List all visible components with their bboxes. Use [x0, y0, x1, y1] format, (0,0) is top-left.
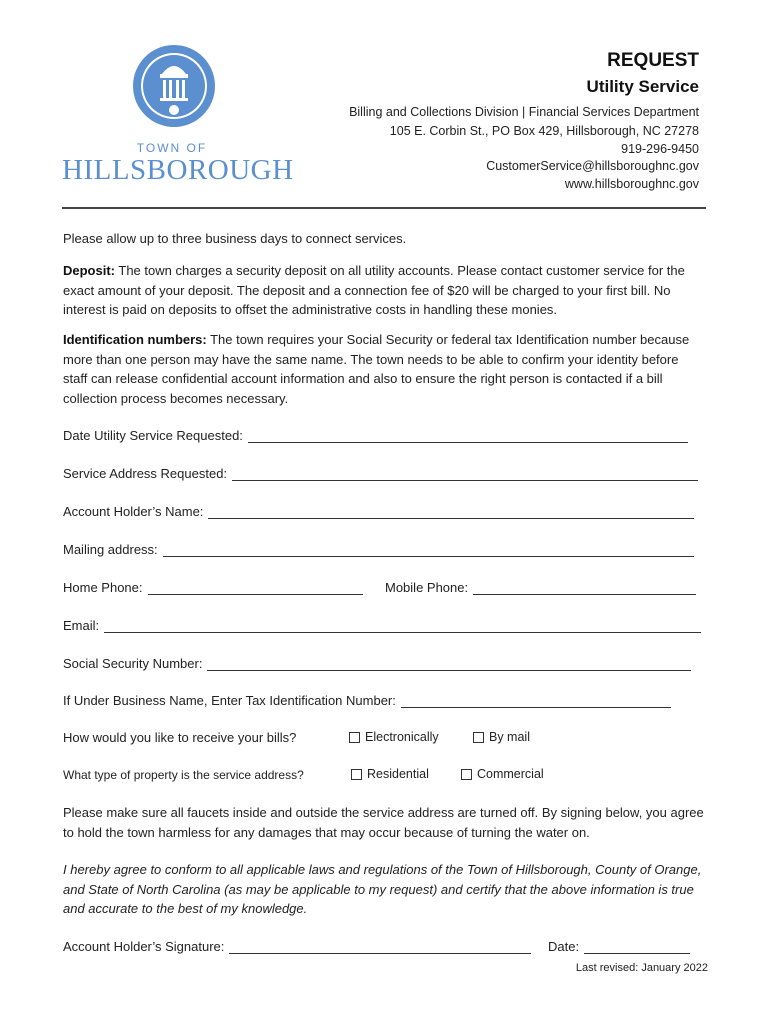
deposit-label: Deposit: [63, 263, 115, 278]
ssn-field [63, 653, 691, 671]
logo-town-name: HILLSBOROUGH [62, 154, 294, 186]
deposit-text: The town charges a security deposit on all utility accounts. Please contact customer service for the exact amount of your deposit. The deposit and a connection fee of $20 will be charged to your first bill. No interest is paid on deposits to offset the administrative costs in handling these monies. [63, 263, 685, 317]
commercial-checkbox[interactable] [461, 769, 472, 780]
faucets-notice: Please make sure all faucets inside and outside the service address are turned off. By signing below, you agree to hold the town harmless for any damages that may occur because of turning the water on. [63, 805, 704, 840]
home-phone-field [63, 577, 363, 595]
account-holder-input[interactable] [208, 506, 694, 519]
ssn-label: Social Security Number: [63, 656, 203, 671]
residential-label: Residential [367, 767, 429, 781]
by-mail-label: By mail [489, 730, 530, 744]
intro-text: Please allow up to three business days to connect services. [63, 231, 407, 246]
town-hall-seal-icon [132, 44, 216, 128]
option-electronically[interactable] [349, 730, 439, 744]
bills-question: How would you like to receive your bills? [63, 730, 297, 745]
website-link[interactable]: www.hillsboroughnc.gov [564, 177, 699, 191]
signature-input[interactable] [229, 941, 531, 954]
address-line: 105 E. Corbin St., PO Box 429, Hillsborough, NC 27278 [389, 124, 699, 138]
mobile-phone-input[interactable] [473, 582, 696, 595]
phone-line: 919-296-9450 [621, 142, 699, 156]
property-question: What type of property is the service address? [63, 768, 304, 782]
mailing-address-input[interactable] [163, 544, 694, 557]
service-address-field [63, 463, 698, 481]
identification-text: The town requires your Social Security or federal tax Identification number because more than one person may have the same name. The town needs to be able to confirm your identity before staff can release confidential account information and also to ensure the right person is contacted if a bill collection process becomes necessary. [63, 332, 690, 406]
commercial-label: Commercial [477, 767, 544, 781]
date-field [548, 936, 690, 954]
email-input[interactable] [104, 620, 701, 633]
identification-paragraph [63, 330, 706, 408]
last-revised: Last revised: January 2022 [575, 962, 708, 974]
identification-label: Identification numbers: [63, 332, 207, 347]
mobile-phone-field [385, 577, 696, 595]
mailing-address-label: Mailing address: [63, 542, 158, 557]
header-divider [62, 207, 706, 209]
option-by-mail[interactable] [473, 730, 530, 744]
signature-label: Account Holder’s Signature: [63, 939, 225, 954]
electronically-label: Electronically [365, 730, 439, 744]
service-address-label: Service Address Requested: [63, 466, 228, 481]
date-service-input[interactable] [248, 430, 688, 443]
option-residential[interactable] [351, 767, 429, 781]
mailing-address-field [63, 539, 694, 557]
email-label: Email: [63, 618, 100, 633]
page-title: REQUEST [607, 50, 699, 71]
by-mail-checkbox[interactable] [473, 732, 484, 743]
home-phone-input[interactable] [148, 582, 363, 595]
account-holder-label: Account Holder’s Name: [63, 504, 204, 519]
signature-field [63, 936, 531, 954]
business-tin-input[interactable] [401, 695, 671, 708]
division-line: Billing and Collections Division | Financial Services Department [349, 105, 699, 119]
ssn-input[interactable] [207, 658, 691, 671]
deposit-paragraph [63, 261, 706, 320]
account-holder-field [63, 501, 694, 519]
date-label: Date: [548, 939, 580, 954]
logo-town-of: TOWN OF [136, 141, 208, 155]
mobile-phone-label: Mobile Phone: [385, 580, 469, 595]
agreement-statement: I hereby agree to conform to all applicable laws and regulations of the Town of Hillsborough, County of Orange, and State of North Carolina (as may be applicable to my request) and certify that the above information is true and accurate to the best of my knowledge. [63, 862, 702, 916]
date-service-field [63, 425, 688, 443]
town-logo [62, 44, 294, 189]
email-link[interactable]: CustomerService@hillsboroughnc.gov [486, 159, 699, 173]
date-service-label: Date Utility Service Requested: [63, 428, 243, 443]
date-input[interactable] [584, 941, 690, 954]
service-address-input[interactable] [232, 468, 698, 481]
option-commercial[interactable] [461, 767, 544, 781]
page-subtitle: Utility Service [586, 77, 699, 96]
electronically-checkbox[interactable] [349, 732, 360, 743]
residential-checkbox[interactable] [351, 769, 362, 780]
business-tin-label: If Under Business Name, Enter Tax Identification Number: [63, 693, 396, 708]
business-tin-field [63, 690, 671, 708]
email-field [63, 615, 701, 633]
home-phone-label: Home Phone: [63, 580, 143, 595]
